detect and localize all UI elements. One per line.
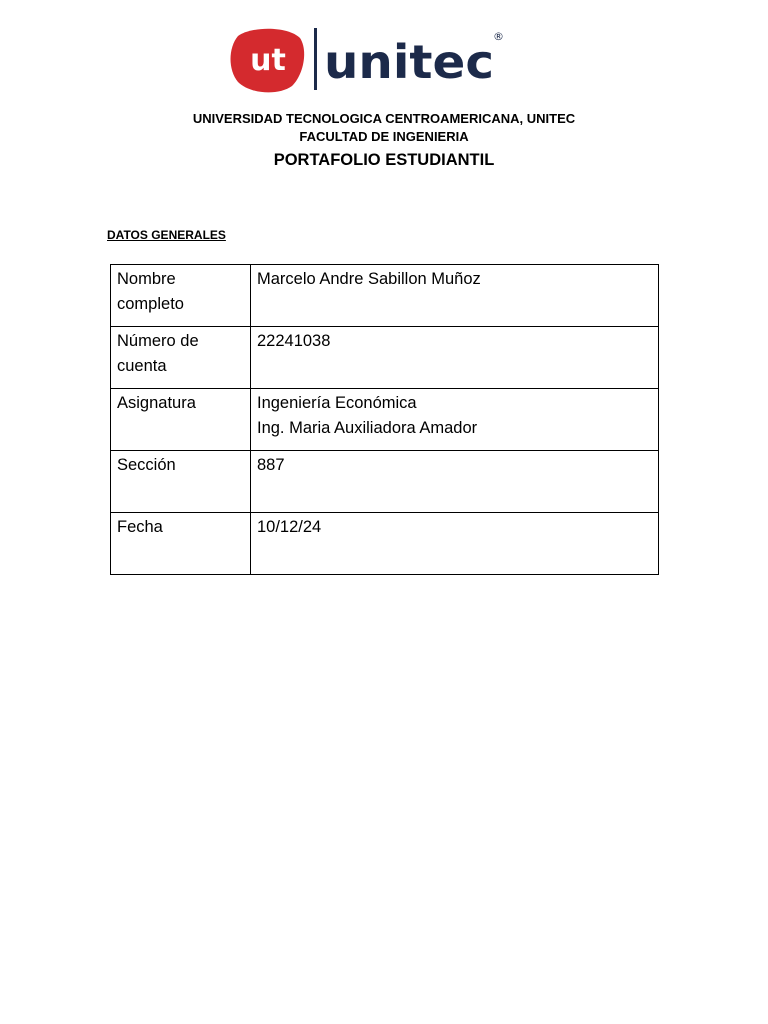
label-line: Sección bbox=[117, 456, 176, 474]
general-data-table bbox=[110, 264, 659, 575]
row-label bbox=[111, 265, 251, 327]
table-row bbox=[111, 389, 659, 451]
row-value bbox=[251, 451, 659, 513]
row-label bbox=[111, 327, 251, 389]
table-row bbox=[111, 327, 659, 389]
row-value bbox=[251, 327, 659, 389]
label-line: Número de bbox=[117, 332, 199, 350]
table-row bbox=[111, 265, 659, 327]
row-value bbox=[251, 265, 659, 327]
table-row bbox=[111, 451, 659, 513]
logo-divider bbox=[314, 28, 317, 90]
row-label bbox=[111, 513, 251, 575]
row-label bbox=[111, 389, 251, 451]
row-value bbox=[251, 513, 659, 575]
label-line: Asignatura bbox=[117, 394, 196, 412]
unitec-logo bbox=[230, 24, 510, 94]
value-line: Ingeniería Económica bbox=[257, 394, 417, 412]
logo-mark-text: ut bbox=[250, 43, 286, 78]
value-line: 22241038 bbox=[257, 332, 331, 350]
label-line: Nombre bbox=[117, 270, 176, 288]
faculty-name: FACULTAD DE INGENIERIA bbox=[299, 129, 469, 144]
table-row bbox=[111, 513, 659, 575]
logo-registered-mark: ® bbox=[493, 30, 504, 43]
value-line: 10/12/24 bbox=[257, 518, 322, 536]
university-name: UNIVERSIDAD TECNOLOGICA CENTROAMERICANA, UNITEC bbox=[192, 111, 576, 126]
logo-wordmark: unitec bbox=[324, 35, 494, 89]
section-title: DATOS GENERALES bbox=[107, 228, 226, 242]
label-line: Fecha bbox=[117, 518, 163, 536]
label-line: completo bbox=[117, 294, 184, 313]
row-label bbox=[111, 451, 251, 513]
page-title: PORTAFOLIO ESTUDIANTIL bbox=[273, 151, 495, 169]
value-line: Ing. Maria Auxiliadora Amador bbox=[257, 418, 478, 437]
value-line: 887 bbox=[257, 456, 285, 474]
row-value bbox=[251, 389, 659, 451]
label-line: cuenta bbox=[117, 356, 167, 375]
value-line: Marcelo Andre Sabillon Muñoz bbox=[257, 270, 481, 288]
